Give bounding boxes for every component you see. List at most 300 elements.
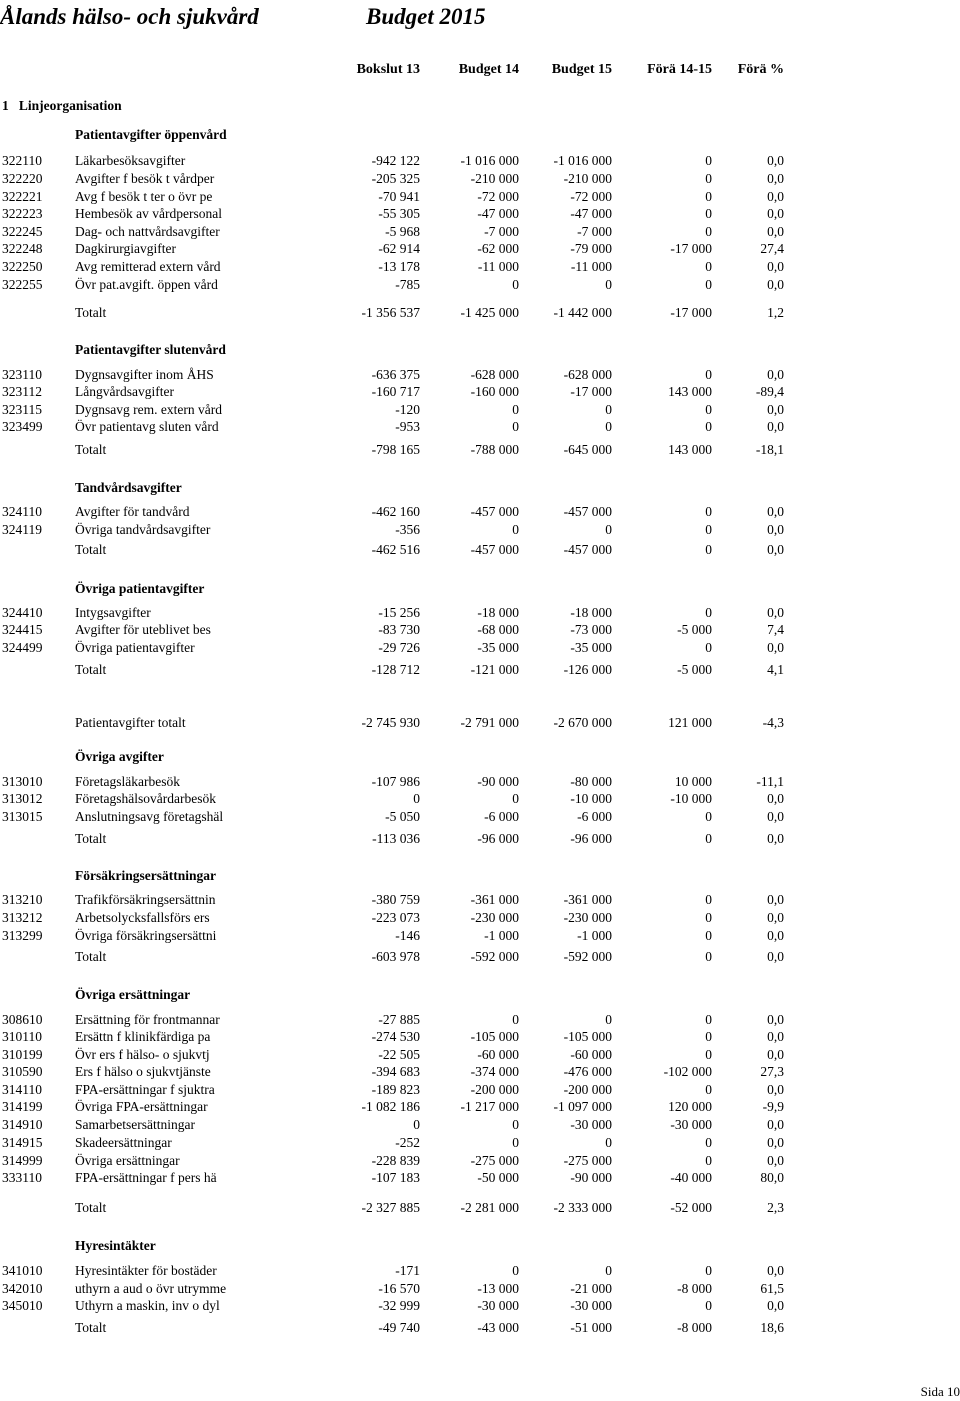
table-row — [0, 790, 960, 808]
value-bokslut-13: -953 — [395, 419, 420, 434]
account-code: 342010 — [2, 1281, 43, 1296]
total-row — [0, 304, 960, 322]
value-fora-percent: 4,1 — [767, 662, 784, 677]
account-label: Övriga patientavgifter — [75, 640, 195, 655]
account-code: 323115 — [2, 402, 42, 417]
value-fora-14-15: -40 000 — [670, 1170, 712, 1185]
value-fora-percent: 61,5 — [760, 1281, 784, 1296]
value-fora-percent: 0,0 — [767, 189, 784, 204]
account-label: Ers f hälso o sjukvtjänste — [75, 1064, 211, 1079]
value-fora-14-15: 0 — [705, 542, 712, 557]
value-fora-percent: 0,0 — [767, 1263, 784, 1278]
value-fora-percent: 0,0 — [767, 605, 784, 620]
value-fora-percent: 0,0 — [767, 402, 784, 417]
table-row — [0, 1262, 960, 1280]
account-code: 324410 — [2, 605, 43, 620]
value-fora-percent: 18,6 — [760, 1320, 784, 1335]
account-label: Totalt — [75, 305, 107, 320]
account-label: Intygsavgifter — [75, 605, 151, 620]
org-heading-text: 1 Linjeorganisation — [2, 98, 122, 113]
value-budget-15: 0 — [605, 522, 612, 537]
value-budget-14: -72 000 — [477, 189, 519, 204]
table-row — [0, 891, 960, 909]
account-code: 345010 — [2, 1298, 43, 1313]
section-title: Övriga ersättningar — [75, 987, 191, 1002]
value-bokslut-13: -223 073 — [371, 910, 420, 925]
value-budget-14: 0 — [512, 419, 519, 434]
value-bokslut-13: -274 530 — [371, 1029, 420, 1044]
value-bokslut-13: -252 — [395, 1135, 420, 1150]
value-budget-14: -35 000 — [477, 640, 519, 655]
value-fora-percent: 27,4 — [760, 241, 784, 256]
account-label: Arbetsolycksfallsförs ers — [75, 910, 210, 925]
value-fora-14-15: 0 — [705, 910, 712, 925]
value-budget-14: -2 791 000 — [460, 715, 519, 730]
value-bokslut-13: -128 712 — [371, 662, 420, 677]
value-fora-percent: -9,9 — [762, 1099, 784, 1114]
value-budget-15: -7 000 — [577, 224, 612, 239]
value-budget-15: -51 000 — [570, 1320, 612, 1335]
value-bokslut-13: -83 730 — [378, 622, 420, 637]
value-budget-15: -275 000 — [563, 1153, 612, 1168]
value-bokslut-13: -146 — [395, 928, 420, 943]
value-bokslut-13: -228 839 — [371, 1153, 420, 1168]
value-bokslut-13: -27 885 — [378, 1012, 420, 1027]
value-budget-14: -1 425 000 — [460, 305, 519, 320]
account-code: 341010 — [2, 1263, 43, 1278]
value-budget-15: 0 — [605, 1263, 612, 1278]
account-code: 314910 — [2, 1117, 43, 1132]
account-label: Samarbetsersättningar — [75, 1117, 195, 1132]
account-label: FPA-ersättningar f pers hä — [75, 1170, 217, 1185]
value-fora-14-15: 0 — [705, 1012, 712, 1027]
value-fora-14-15: 120 000 — [668, 1099, 712, 1114]
account-code: 333110 — [2, 1170, 42, 1185]
value-fora-14-15: 0 — [705, 224, 712, 239]
table-row — [0, 1116, 960, 1134]
account-label: Totalt — [75, 542, 107, 557]
value-budget-14: 0 — [512, 791, 519, 806]
section-heading — [0, 1237, 960, 1255]
account-code: 322255 — [2, 277, 43, 292]
value-fora-14-15: 10 000 — [674, 774, 712, 789]
value-bokslut-13: -32 999 — [378, 1298, 420, 1313]
column-header-budget-14: Budget 14 — [458, 62, 519, 77]
value-budget-15: -361 000 — [563, 892, 612, 907]
value-fora-14-15: 0 — [705, 949, 712, 964]
value-bokslut-13: -22 505 — [378, 1047, 420, 1062]
section-title: Försäkringsersättningar — [75, 868, 216, 883]
value-fora-percent: 0,0 — [767, 1012, 784, 1027]
value-budget-14: -6 000 — [484, 809, 519, 824]
value-fora-percent: 0,0 — [767, 1117, 784, 1132]
value-fora-percent: 0,0 — [767, 1135, 784, 1150]
value-fora-14-15: 0 — [705, 259, 712, 274]
account-code: 324119 — [2, 522, 42, 537]
value-fora-percent: 0,0 — [767, 206, 784, 221]
value-bokslut-13: -462 516 — [371, 542, 420, 557]
value-fora-percent: 0,0 — [767, 277, 784, 292]
value-fora-14-15: 0 — [705, 367, 712, 382]
value-budget-15: -72 000 — [570, 189, 612, 204]
account-label: Dygnsavg rem. extern vård — [75, 402, 222, 417]
value-bokslut-13: -107 183 — [371, 1170, 420, 1185]
account-label: Totalt — [75, 1200, 107, 1215]
value-fora-percent: 0,0 — [767, 809, 784, 824]
page-number: Sida 10 — [920, 1384, 960, 1399]
account-label: Företagshälsovårdarbesök — [75, 791, 216, 806]
account-label: Övriga försäkringsersättni — [75, 928, 217, 943]
account-code: 323110 — [2, 367, 42, 382]
total-row — [0, 948, 960, 966]
table-row — [0, 1152, 960, 1170]
account-label: Trafikförsäkringsersättnin — [75, 892, 216, 907]
value-fora-percent: -89,4 — [755, 384, 784, 399]
header-budget-title: Budget 2015 — [366, 4, 486, 29]
account-label: Hyresintäkter för bostäder — [75, 1263, 217, 1278]
value-fora-14-15: 0 — [705, 522, 712, 537]
table-row — [0, 1028, 960, 1046]
value-budget-14: -30 000 — [477, 1298, 519, 1313]
value-fora-14-15: 0 — [705, 189, 712, 204]
table-row — [0, 773, 960, 791]
value-budget-15: -80 000 — [570, 774, 612, 789]
value-budget-15: -1 000 — [577, 928, 612, 943]
account-label: Dygnsavgifter inom ÅHS — [75, 367, 214, 382]
account-code: 324415 — [2, 622, 43, 637]
account-code: 322220 — [2, 171, 43, 186]
value-bokslut-13: -113 036 — [372, 831, 420, 846]
account-label: Anslutningsavg företagshäl — [75, 809, 224, 824]
value-budget-15: -2 333 000 — [553, 1200, 612, 1215]
account-label: Hembesök av vårdpersonal — [75, 206, 222, 221]
value-fora-14-15: 143 000 — [668, 384, 712, 399]
table-row — [0, 223, 960, 241]
value-bokslut-13: -120 — [395, 402, 420, 417]
value-bokslut-13: -13 178 — [378, 259, 420, 274]
table-row — [0, 621, 960, 639]
account-label: Totalt — [75, 831, 107, 846]
account-label: uthyrn a aud o övr utrymme — [75, 1281, 227, 1296]
account-label: Avgifter för tandvård — [75, 504, 190, 519]
value-budget-15: -30 000 — [570, 1298, 612, 1313]
value-budget-14: -13 000 — [477, 1281, 519, 1296]
account-label: Övr pat.avgift. öppen vård — [75, 277, 218, 292]
table-row — [0, 1169, 960, 1187]
section-heading — [0, 580, 960, 598]
account-code: 314915 — [2, 1135, 43, 1150]
value-fora-14-15: 121 000 — [668, 715, 712, 730]
section-heading — [0, 479, 960, 497]
value-budget-15: -79 000 — [570, 241, 612, 256]
value-bokslut-13: -636 375 — [371, 367, 420, 382]
section-heading — [0, 341, 960, 359]
table-row — [0, 188, 960, 206]
value-budget-14: -160 000 — [470, 384, 519, 399]
account-code: 322250 — [2, 259, 43, 274]
account-code: 313010 — [2, 774, 43, 789]
table-row — [0, 1280, 960, 1298]
account-label: Dagkirurgiavgifter — [75, 241, 176, 256]
value-fora-percent: 0,0 — [767, 224, 784, 239]
account-label: Avgifter f besök t vårdper — [75, 171, 215, 186]
value-fora-percent: 0,0 — [767, 928, 784, 943]
value-fora-14-15: -17 000 — [670, 305, 712, 320]
value-bokslut-13: -15 256 — [378, 605, 420, 620]
section-title: Övriga patientavgifter — [75, 581, 205, 596]
account-code: 310199 — [2, 1047, 43, 1062]
value-bokslut-13: -5 968 — [385, 224, 420, 239]
value-budget-15: -30 000 — [570, 1117, 612, 1132]
value-fora-percent: 0,0 — [767, 419, 784, 434]
value-budget-14: -50 000 — [477, 1170, 519, 1185]
column-header-fora-14-15: Förä 14-15 — [647, 62, 712, 77]
value-bokslut-13: 0 — [413, 791, 420, 806]
table-row — [0, 639, 960, 657]
value-bokslut-13: -189 823 — [371, 1082, 420, 1097]
value-bokslut-13: -785 — [395, 277, 420, 292]
value-bokslut-13: -2 327 885 — [361, 1200, 420, 1215]
account-label: Uthyrn a maskin, inv o dyl — [75, 1298, 220, 1313]
value-budget-15: -1 097 000 — [553, 1099, 612, 1114]
value-fora-14-15: 0 — [705, 1082, 712, 1097]
account-code: 324110 — [2, 504, 42, 519]
value-budget-15: -90 000 — [570, 1170, 612, 1185]
table-row — [0, 1081, 960, 1099]
value-budget-14: -230 000 — [470, 910, 519, 925]
account-label: Ersättn f klinikfärdiga pa — [75, 1029, 211, 1044]
value-fora-percent: 0,0 — [767, 153, 784, 168]
section-heading — [0, 126, 960, 144]
value-fora-percent: 0,0 — [767, 1082, 784, 1097]
value-fora-percent: 0,0 — [767, 892, 784, 907]
table-row — [0, 1011, 960, 1029]
value-budget-14: -47 000 — [477, 206, 519, 221]
account-label: Totalt — [75, 442, 107, 457]
total-row — [0, 661, 960, 679]
table-row — [0, 604, 960, 622]
value-budget-14: 0 — [512, 1012, 519, 1027]
account-label: Skadeersättningar — [75, 1135, 172, 1150]
value-budget-15: -105 000 — [563, 1029, 612, 1044]
value-budget-14: -592 000 — [470, 949, 519, 964]
account-label: Avgifter för uteblivet bes — [75, 622, 211, 637]
value-fora-percent: 0,0 — [767, 1153, 784, 1168]
value-budget-15: 0 — [605, 402, 612, 417]
value-budget-14: 0 — [512, 522, 519, 537]
value-fora-percent: 0,0 — [767, 171, 784, 186]
value-budget-14: -60 000 — [477, 1047, 519, 1062]
value-fora-percent: -11,1 — [756, 774, 784, 789]
account-code: 313212 — [2, 910, 43, 925]
value-fora-14-15: -10 000 — [670, 791, 712, 806]
table-row — [0, 1098, 960, 1116]
column-header-fora-percent: Förä % — [737, 62, 784, 77]
value-fora-percent: 7,4 — [767, 622, 784, 637]
account-code: 322221 — [2, 189, 43, 204]
column-header-budget-15: Budget 15 — [551, 62, 612, 77]
account-label: Ersättning för frontmannar — [75, 1012, 220, 1027]
value-fora-percent: 0,0 — [767, 504, 784, 519]
account-code: 313299 — [2, 928, 43, 943]
value-budget-14: 0 — [512, 1135, 519, 1150]
value-bokslut-13: -1 082 186 — [361, 1099, 420, 1114]
table-row — [0, 1297, 960, 1315]
value-budget-14: -275 000 — [470, 1153, 519, 1168]
table-row — [0, 258, 960, 276]
value-fora-14-15: 143 000 — [668, 442, 712, 457]
value-fora-percent: -4,3 — [762, 715, 784, 730]
account-code: 313210 — [2, 892, 43, 907]
value-bokslut-13: -205 325 — [371, 171, 420, 186]
value-bokslut-13: -70 941 — [378, 189, 420, 204]
value-fora-14-15: 0 — [705, 1263, 712, 1278]
value-budget-14: 0 — [512, 402, 519, 417]
value-fora-14-15: 0 — [705, 892, 712, 907]
account-label: FPA-ersättningar f sjuktra — [75, 1082, 215, 1097]
value-fora-14-15: 0 — [705, 206, 712, 221]
table-row — [0, 276, 960, 294]
section-heading — [0, 748, 960, 766]
value-fora-14-15: 0 — [705, 277, 712, 292]
value-budget-15: -476 000 — [563, 1064, 612, 1079]
value-bokslut-13: -2 745 930 — [361, 715, 420, 730]
value-budget-15: 0 — [605, 1135, 612, 1150]
value-fora-percent: 0,0 — [767, 910, 784, 925]
value-budget-15: -10 000 — [570, 791, 612, 806]
value-budget-14: -628 000 — [470, 367, 519, 382]
value-fora-percent: 0,0 — [767, 1047, 784, 1062]
value-fora-percent: 0,0 — [767, 259, 784, 274]
value-budget-14: -2 281 000 — [460, 1200, 519, 1215]
value-fora-14-15: 0 — [705, 928, 712, 943]
value-budget-14: -90 000 — [477, 774, 519, 789]
value-fora-14-15: 0 — [705, 419, 712, 434]
table-row — [0, 1046, 960, 1064]
value-fora-14-15: 0 — [705, 1135, 712, 1150]
account-code: 313015 — [2, 809, 43, 824]
org-heading — [0, 97, 960, 115]
table-row — [0, 1063, 960, 1081]
section-title: Övriga avgifter — [75, 749, 164, 764]
value-budget-15: -60 000 — [570, 1047, 612, 1062]
table-row — [0, 909, 960, 927]
value-budget-15: -47 000 — [570, 206, 612, 221]
value-fora-percent: 1,2 — [767, 305, 784, 320]
value-budget-15: -73 000 — [570, 622, 612, 637]
value-fora-14-15: -30 000 — [670, 1117, 712, 1132]
value-fora-percent: 0,0 — [767, 542, 784, 557]
value-budget-15: -96 000 — [570, 831, 612, 846]
value-bokslut-13: -798 165 — [371, 442, 420, 457]
table-row — [0, 1134, 960, 1152]
value-budget-14: 0 — [512, 277, 519, 292]
account-label: Långvårdsavgifter — [75, 384, 174, 399]
account-code: 310110 — [2, 1029, 42, 1044]
value-budget-14: -361 000 — [470, 892, 519, 907]
table-row — [0, 170, 960, 188]
value-bokslut-13: -5 050 — [385, 809, 420, 824]
value-fora-14-15: 0 — [705, 1153, 712, 1168]
value-bokslut-13: -356 — [395, 522, 420, 537]
value-budget-14: 0 — [512, 1117, 519, 1132]
value-fora-percent: 0,0 — [767, 522, 784, 537]
value-fora-percent: 0,0 — [767, 1029, 784, 1044]
value-fora-14-15: -102 000 — [663, 1064, 712, 1079]
value-budget-15: -11 000 — [570, 259, 612, 274]
value-fora-percent: 80,0 — [760, 1170, 784, 1185]
value-fora-percent: 0,0 — [767, 949, 784, 964]
value-bokslut-13: -394 683 — [371, 1064, 420, 1079]
account-label: Övriga ersättningar — [75, 1153, 180, 1168]
value-fora-percent: -18,1 — [755, 442, 784, 457]
table-row — [0, 927, 960, 945]
total-row — [0, 830, 960, 848]
total-row — [0, 541, 960, 559]
value-fora-14-15: -8 000 — [677, 1320, 712, 1335]
value-bokslut-13: -171 — [395, 1263, 420, 1278]
value-budget-15: 0 — [605, 1012, 612, 1027]
value-bokslut-13: -29 726 — [378, 640, 420, 655]
value-bokslut-13: 0 — [413, 1117, 420, 1132]
value-fora-percent: 0,0 — [767, 1298, 784, 1313]
account-label: Totalt — [75, 949, 107, 964]
column-header-bokslut-13: Bokslut 13 — [356, 62, 420, 77]
value-bokslut-13: -107 986 — [371, 774, 420, 789]
account-label: Dag- och nattvårdsavgifter — [75, 224, 220, 239]
section-title: Hyresintäkter — [75, 1238, 156, 1253]
value-budget-14: -1 217 000 — [460, 1099, 519, 1114]
value-fora-14-15: 0 — [705, 640, 712, 655]
value-fora-14-15: 0 — [705, 402, 712, 417]
value-fora-percent: 0,0 — [767, 791, 784, 806]
value-fora-percent: 2,3 — [767, 1200, 784, 1215]
account-label: Avg f besök t ter o övr pe — [75, 189, 213, 204]
value-budget-15: -18 000 — [570, 605, 612, 620]
value-budget-15: -17 000 — [570, 384, 612, 399]
value-budget-15: -21 000 — [570, 1281, 612, 1296]
section-heading — [0, 867, 960, 885]
table-row — [0, 521, 960, 539]
value-budget-15: -2 670 000 — [553, 715, 612, 730]
value-budget-15: -210 000 — [563, 171, 612, 186]
value-budget-14: -210 000 — [470, 171, 519, 186]
value-bokslut-13: -55 305 — [378, 206, 420, 221]
account-code: 322110 — [2, 153, 42, 168]
value-budget-15: -592 000 — [563, 949, 612, 964]
value-budget-15: -457 000 — [563, 504, 612, 519]
account-label: Totalt — [75, 1320, 107, 1335]
value-budget-14: 0 — [512, 1263, 519, 1278]
value-budget-14: -18 000 — [477, 605, 519, 620]
value-budget-14: -457 000 — [470, 504, 519, 519]
value-fora-percent: 0,0 — [767, 831, 784, 846]
value-budget-14: -374 000 — [470, 1064, 519, 1079]
value-bokslut-13: -1 356 537 — [361, 305, 420, 320]
value-budget-14: -200 000 — [470, 1082, 519, 1097]
value-fora-14-15: -52 000 — [670, 1200, 712, 1215]
value-budget-14: -68 000 — [477, 622, 519, 637]
table-row — [0, 240, 960, 258]
value-budget-15: -457 000 — [563, 542, 612, 557]
account-label: Patientavgifter totalt — [75, 715, 186, 730]
account-code: 322245 — [2, 224, 43, 239]
value-bokslut-13: -380 759 — [371, 892, 420, 907]
value-budget-14: -121 000 — [470, 662, 519, 677]
value-fora-14-15: -5 000 — [677, 662, 712, 677]
value-fora-14-15: -5 000 — [677, 622, 712, 637]
value-budget-14: -457 000 — [470, 542, 519, 557]
